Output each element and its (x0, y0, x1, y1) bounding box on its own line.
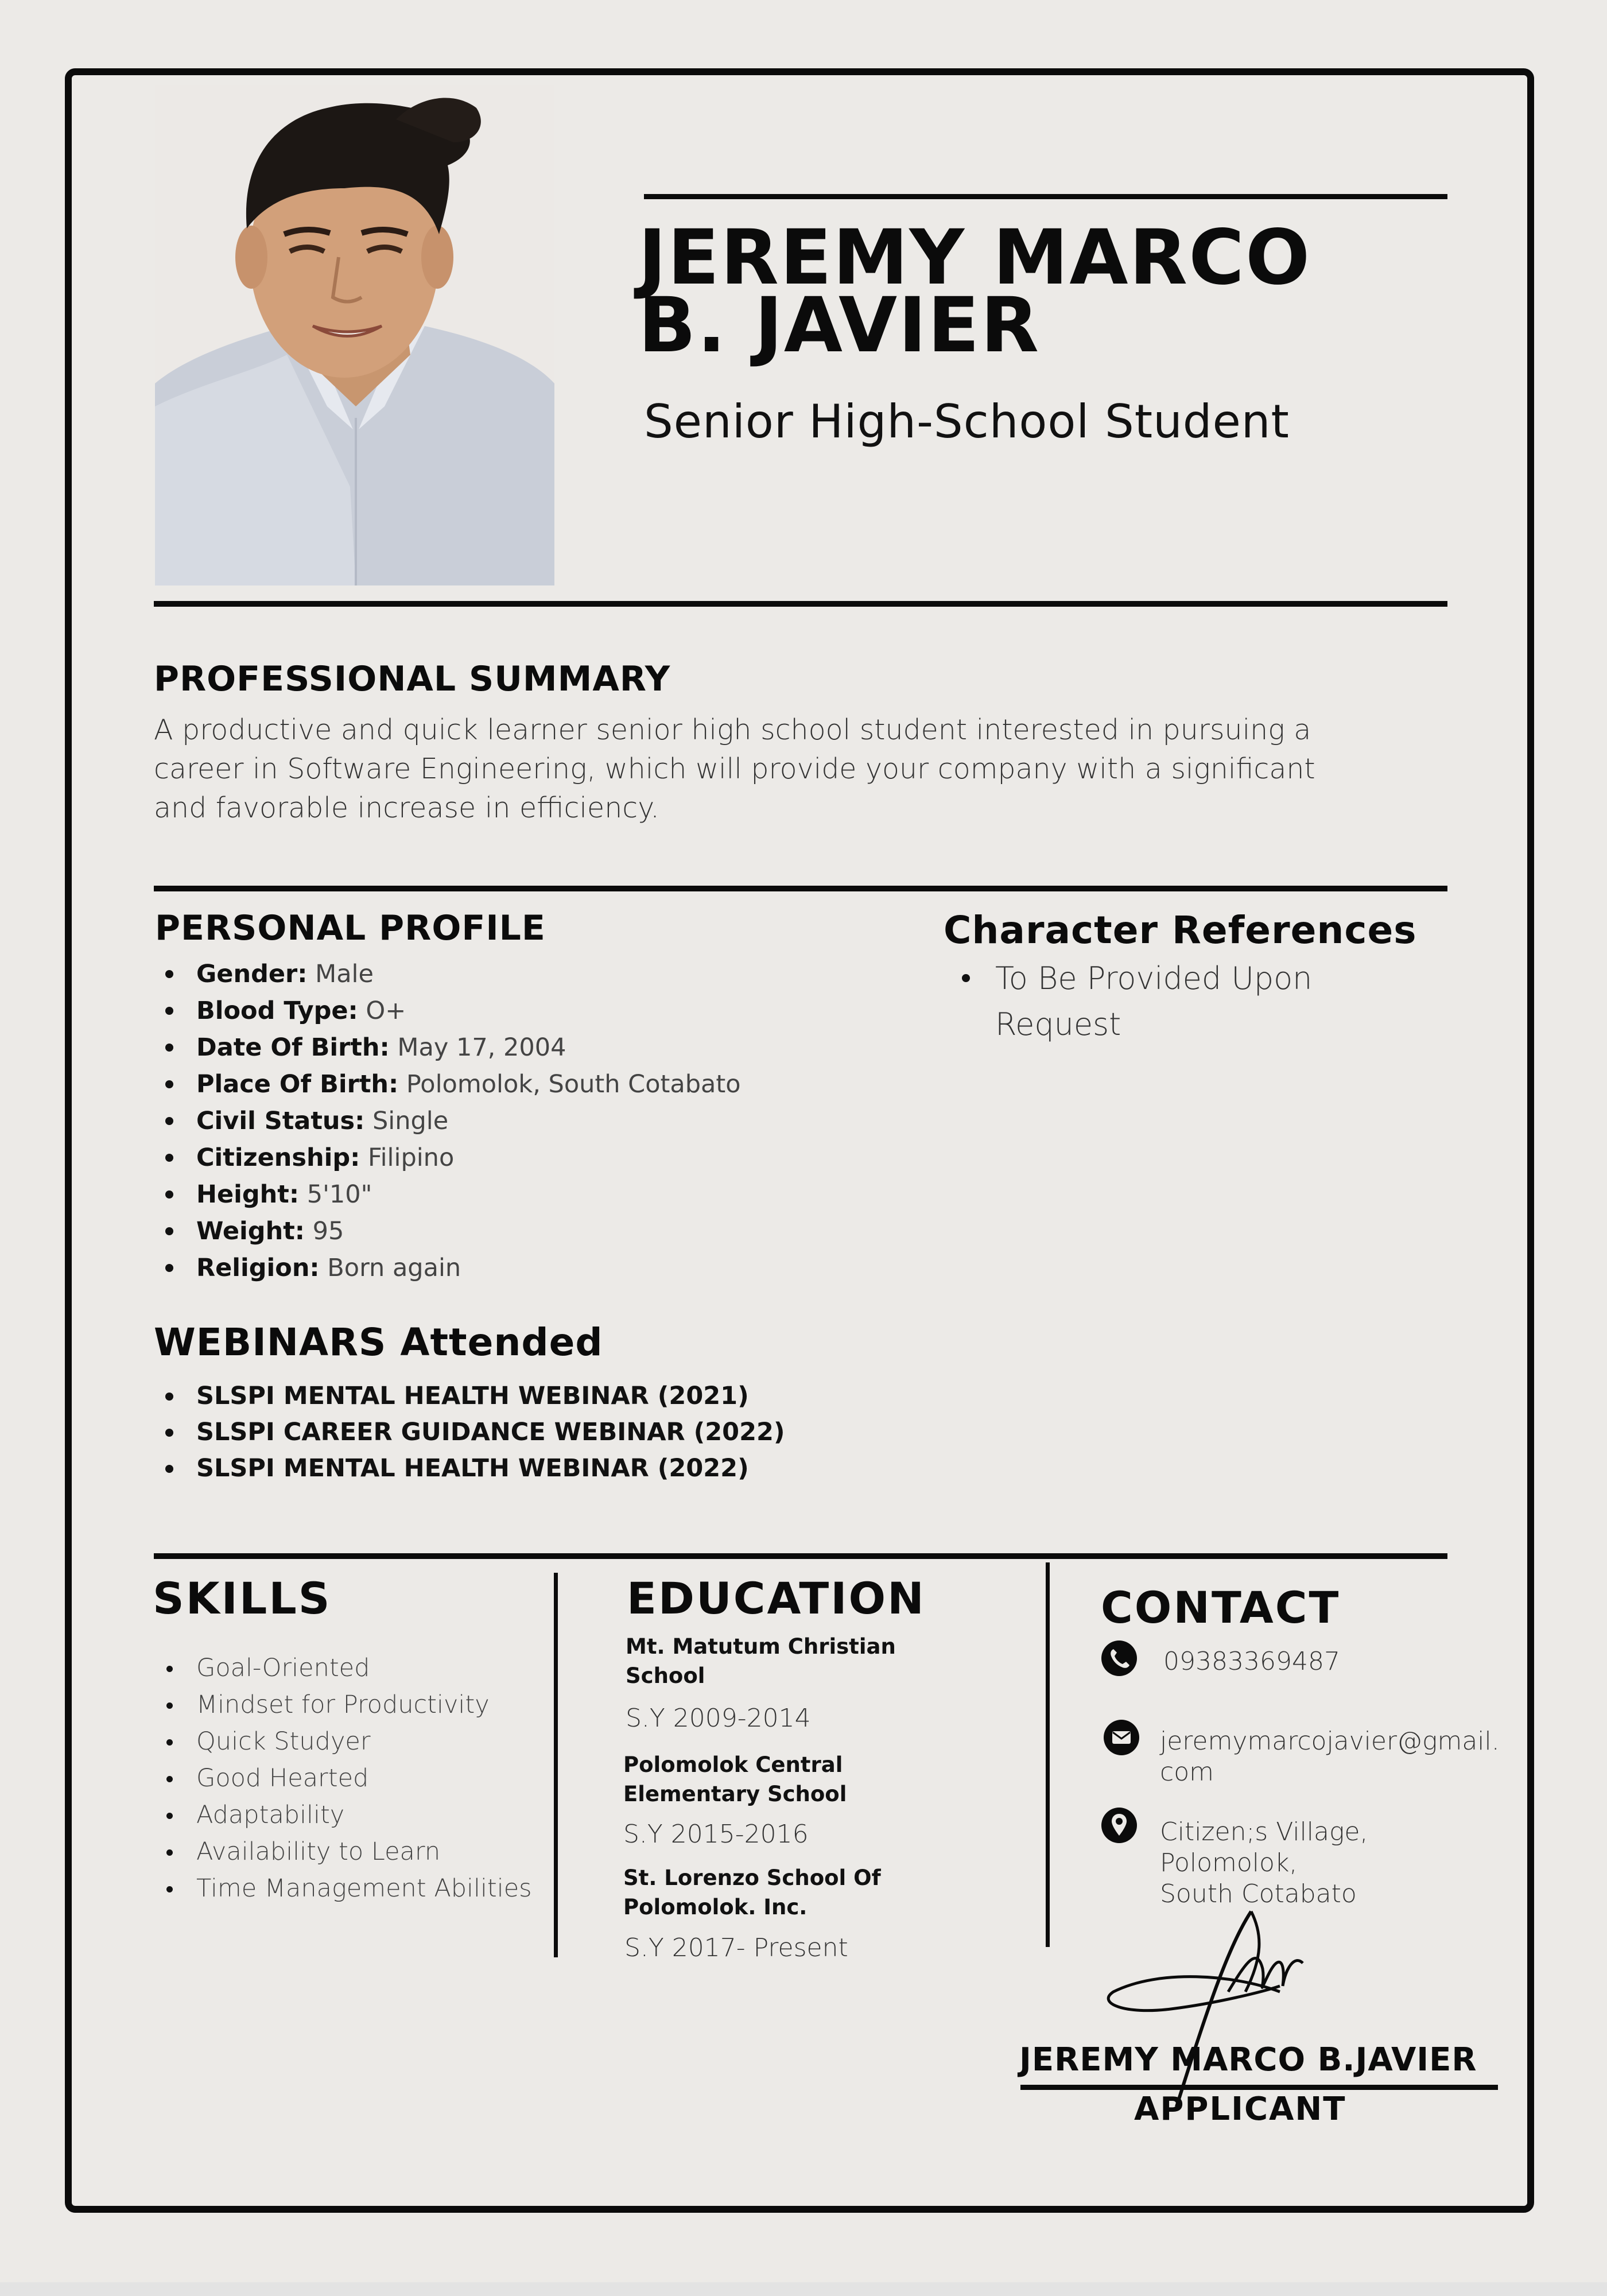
profile-label: Weight: (196, 1217, 305, 1246)
profile-value: Born again (327, 1254, 461, 1282)
profile-item-gender (155, 956, 901, 992)
name-line-1: JEREMY MARCO (638, 214, 1311, 302)
profile-label: Blood Type: (196, 996, 358, 1025)
profile-value: Single (372, 1107, 449, 1135)
name-line-2: B. JAVIER (638, 281, 1041, 370)
contact-phone: 09383369487 (1163, 1647, 1340, 1676)
webinar-item: SLSPI CAREER GUIDANCE WEBINAR (2022) (155, 1414, 958, 1450)
job-title: Senior High-School Student (644, 395, 1290, 448)
profile-value: Filipino (368, 1143, 455, 1172)
header-top-rule (644, 194, 1447, 199)
profile-label: Height: (196, 1180, 300, 1209)
profile-item-height (155, 1176, 901, 1213)
profile-value: May 17, 2004 (397, 1033, 566, 1062)
references-heading: Character References (944, 908, 1417, 952)
signature-role: APPLICANT (1134, 2091, 1346, 2128)
profile-photo (155, 85, 554, 585)
profile-label: Gender: (196, 960, 308, 988)
education-years: S.Y 2017- Present (624, 1933, 848, 1963)
skill-item: Mindset for Productivity (155, 1686, 557, 1723)
skill-item: Goal-Oriented (155, 1650, 557, 1686)
education-school: Mt. Matutum Christian School (626, 1634, 896, 1688)
skill-item: Quick Studyer (155, 1723, 557, 1760)
location-pin-icon (1101, 1807, 1138, 1844)
education-years: S.Y 2015-2016 (623, 1820, 809, 1849)
webinar-item: SLSPI MENTAL HEALTH WEBINAR (2022) (155, 1450, 958, 1487)
education-years: S.Y 2009-2014 (626, 1704, 811, 1733)
contact-address-line2: South Cotabato (1160, 1879, 1357, 1909)
column-divider-2 (1046, 1562, 1050, 1947)
webinars-list (155, 1378, 958, 1487)
profile-item-date-of-birth (155, 1029, 901, 1066)
profile-item-weight (155, 1213, 901, 1250)
profile-value: 5'10" (306, 1180, 372, 1209)
signature-underline (1020, 2085, 1498, 2090)
phone-icon (1101, 1640, 1138, 1677)
section-rule-profile (154, 886, 1447, 891)
profile-item-citizenship (155, 1139, 901, 1176)
education-school: Polomolok Central Elementary School (623, 1752, 847, 1806)
profile-item-religion (155, 1250, 901, 1286)
profile-value: Male (315, 960, 374, 988)
signature-name: JEREMY MARCO B.JAVIER (1019, 2041, 1477, 2078)
profile-value: O+ (366, 996, 406, 1025)
summary-heading: PROFESSIONAL SUMMARY (154, 659, 671, 699)
webinars-heading: WEBINARS Attended (154, 1320, 603, 1364)
profile-label: Citizenship: (196, 1143, 360, 1172)
skill-item: Good Hearted (155, 1760, 557, 1797)
email-icon (1103, 1719, 1140, 1756)
reference-item: To Be Provided Upon Request (945, 956, 1346, 1048)
profile-label: Religion: (196, 1254, 320, 1282)
profile-label: Civil Status: (196, 1107, 365, 1135)
profile-item-civil-status (155, 1103, 901, 1139)
contact-email-line2: com (1160, 1758, 1214, 1787)
profile-item-place-of-birth (155, 1066, 901, 1103)
skill-item: Time Management Abilities (155, 1870, 557, 1907)
contact-email (1160, 1726, 1504, 1788)
profile-item-blood-type (155, 992, 901, 1029)
skills-list (155, 1650, 557, 1907)
skill-item: Availability to Learn (155, 1833, 557, 1870)
header-bottom-rule (154, 601, 1447, 607)
skills-heading: SKILLS (153, 1573, 332, 1624)
education-heading: EDUCATION (627, 1573, 926, 1624)
skill-item: Adaptability (155, 1797, 557, 1833)
profile-label: Place Of Birth: (196, 1070, 399, 1099)
profile-label: Date Of Birth: (196, 1033, 390, 1062)
summary-text: A productive and quick learner senior high school student interested in pursuing a career in Software Engineering, which will provide your company with a significant and favorable increase in efficiency. (154, 713, 1315, 824)
page-bottom-band (0, 2282, 1607, 2296)
contact-heading: CONTACT (1101, 1582, 1341, 1633)
personal-profile-list (155, 956, 901, 1286)
profile-heading: PERSONAL PROFILE (155, 908, 546, 948)
references-list (945, 956, 1346, 1048)
education-school: St. Lorenzo School Of Polomolok. Inc. (623, 1865, 881, 1919)
webinar-item: SLSPI MENTAL HEALTH WEBINAR (2021) (155, 1378, 958, 1414)
applicant-name (638, 214, 1499, 370)
contact-address-line1: Citizen;s Village, Polomolok, (1160, 1817, 1368, 1878)
section-rule-bottom (154, 1553, 1447, 1559)
profile-value: Polomolok, South Cotabato (406, 1070, 741, 1099)
contact-address (1160, 1817, 1504, 1910)
profile-value: 95 (312, 1217, 344, 1246)
contact-email-line1: jeremymarcojavier@gmail. (1160, 1727, 1500, 1756)
